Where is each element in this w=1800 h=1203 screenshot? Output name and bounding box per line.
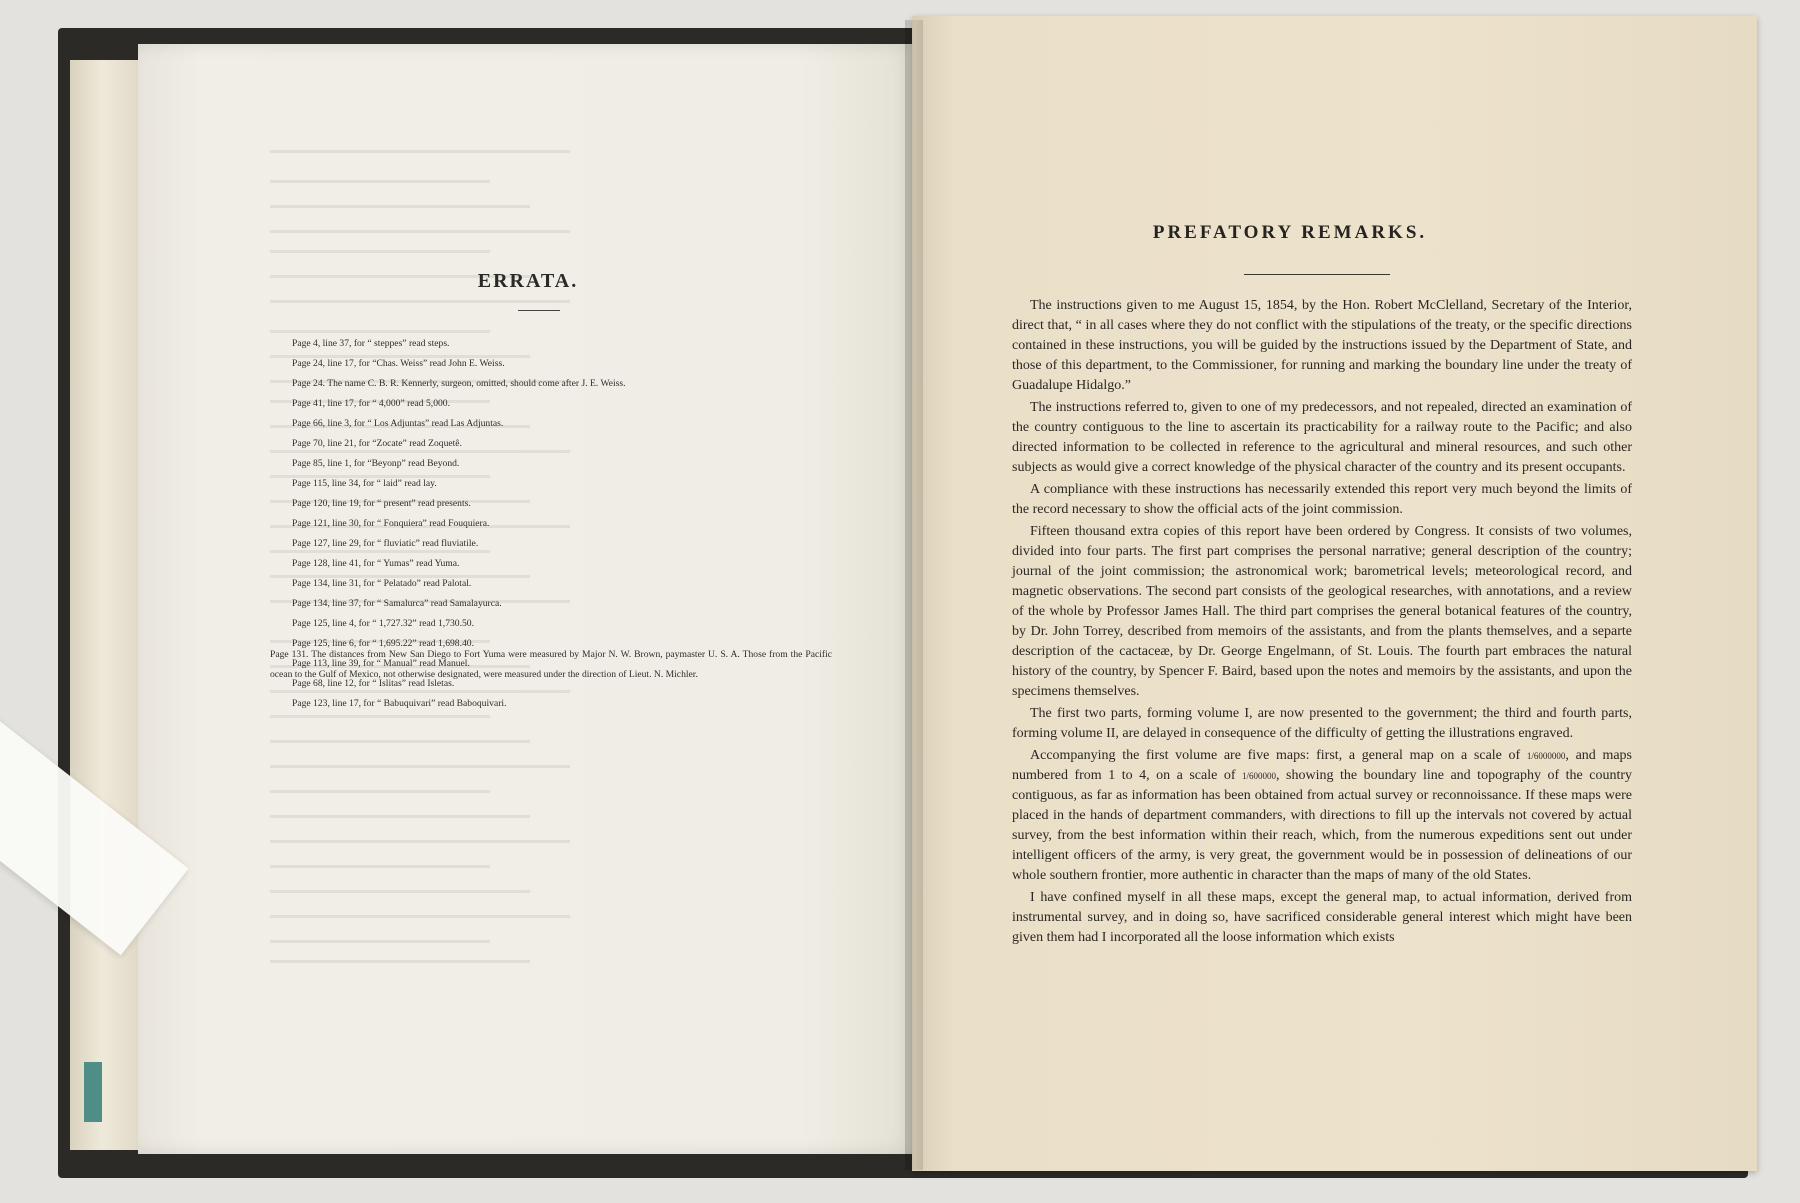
prefatory-rule (1244, 274, 1390, 275)
errata-entry: Page 113, line 39, for “ Manual” read Manuel. (292, 658, 470, 669)
show-through-line (270, 740, 530, 743)
show-through-line (270, 330, 490, 333)
paragraph: The instructions given to me August 15, 1854, by the Hon. Robert McClelland, Secretary of the Interior, direct that, “ in all cases where they do not conflict with the stipulations of the treaty, or the specific directions contained in these instructions, you will be guided by the instructions issued by the Department of State, and those of this department, to the Commissioner, for running and marking the boundary line under the treaty of Guadalupe Hidalgo.” (1012, 298, 1632, 393)
errata-entry: Page 125, line 4, for “ 1,727.32” read 1,730.50. (292, 618, 474, 629)
show-through-line (270, 300, 570, 303)
prefatory-title: PREFATORY REMARKS. (1152, 222, 1428, 243)
prefatory-body (1012, 296, 1632, 950)
spine-label (84, 1062, 102, 1122)
errata-entry: Page 127, line 29, for “ fluviatic” read fluviatile. (292, 538, 479, 549)
errata-entry: Page 134, line 31, for “ Pelatado” read Palotal. (292, 578, 472, 589)
show-through-line (270, 915, 570, 918)
text-run: , showing the boundary line and topography of the country contiguous, as far as information has been obtained from actual survey or reconnoissance. If these maps were placed in the hands of department commanders, with directions to fill up the intervals not covered by actual survey, from the best information within their reach, which, from the numerous expeditions sent out under intelligent officers of the army, is very great, the government would be in possession of delineations of our whole southern frontier, more authentic in character than the maps of many of the old States. (1012, 768, 1632, 883)
show-through-line (270, 250, 490, 253)
paragraph-maps (1012, 746, 1632, 886)
errata-title: ERRATA. (477, 270, 579, 292)
show-through-line (270, 840, 570, 843)
show-through-line (270, 150, 570, 153)
errata-entry: Page 24. The name C. B. R. Kennerly, surgeon, omitted, should come after J. E. Weiss. (292, 378, 626, 389)
errata-entry: Page 68, line 12, for “ Islitas” read Isletas. (292, 678, 455, 689)
text-run: , and maps numbered from 1 to 4, on a scale of (1012, 748, 1633, 783)
errata-entry: Page 115, line 34, for “ laid” read lay. (292, 478, 437, 489)
errata-entry: Page 24, line 17, for “Chas. Weiss” read John E. Weiss. (292, 358, 505, 369)
errata-entry: Page 70, line 21, for “Zocate” read Zoquetê. (292, 438, 462, 449)
errata-entry: Page 128, line 41, for “ Yumas” read Yuma. (292, 558, 460, 569)
show-through-line (270, 715, 490, 718)
errata-entry: Page 134, line 37, for “ Samalurca” read Samalayurca. (292, 598, 502, 609)
paragraph: Fifteen thousand extra copies of this report have been ordered by Congress. It consists of two volumes, divided into four parts. The first part comprises the personal narrative; general description of the country; journal of the joint commission; the astronomical work; barometrical levels; meteorological record, and magnetic observations. The second part consists of the geological researches, with annotations, and a review of the whole by Professor James Hall. The third part comprises the general botanical features of the country, by Dr. John Torrey, described from memoirs of the assistants, and from the plants themselves, and a separte description of the cactaceæ, by Dr. George Engelmann, of St. Louis. The fourth part embraces the natural history of the country, by Spencer F. Baird, based upon the notes and memoirs by the assistants, and upon the specimens themselves. (1012, 524, 1632, 699)
show-through-line (270, 765, 570, 768)
paragraph: A compliance with these instructions has necessarily extended this report very much beyond the limits of the record necessary to show the official acts of the joint commission. (1012, 482, 1632, 517)
show-through-line (270, 790, 490, 793)
errata-entry: Page 85, line 1, for “Beyonp” read Beyond. (292, 458, 460, 469)
scale-fraction: 1/600000 (1242, 771, 1277, 781)
paragraph: I have confined myself in all these maps, except the general map, to actual information, derived from instrumental survey, and in doing so, have sacrificed considerable general interest which might have been given them had I incorporated all the loose information which exists (1012, 890, 1632, 945)
show-through-line (270, 940, 490, 943)
errata-entry: Page 121, line 30, for “ Fonquiera” read Fouquiera. (292, 518, 490, 529)
show-through-line (270, 960, 530, 963)
show-through-line (270, 230, 570, 233)
paragraph: The instructions referred to, given to one of my predecessors, and not repealed, directed an examination of the country contiguous to the line to ascertain its practicability for a railway route to the Pacific; and also directed information to be collected in reference to the agricultural and mineral resources, and such other subjects as would give a correct knowledge of the physical character of the country and its present occupants. (1012, 400, 1632, 475)
scale-fraction: 1/6000000 (1526, 751, 1566, 761)
show-through-line (270, 865, 490, 868)
errata-note: Page 131. The distances from New San Diego to Fort Yuma were measured by Major N. W. Brown, paymaster U. S. A. Those from the Pacific ocean to the Gulf of Mexico, not otherwise designated, were measured under the direction of Lieut. N. Michler. (270, 649, 832, 680)
show-through-line (270, 205, 530, 208)
errata-entry: Page 41, line 17, for “ 4,000” read 5,000. (292, 398, 450, 409)
text-run: Accompanying the first volume are five maps: first, a general map on a scale of (1030, 748, 1521, 763)
errata-entry: Page 66, line 3, for “ Los Adjuntas” read Las Adjuntas. (292, 418, 504, 429)
book-gutter (905, 20, 923, 1170)
errata-entry: Page 125, line 6, for “ 1,695.22” read 1,698.40. (292, 638, 474, 649)
show-through-line (270, 890, 530, 893)
show-through-line (270, 815, 530, 818)
errata-entry: Page 123, line 17, for “ Babuquivari” read Baboquivari. (292, 698, 507, 709)
show-through-line (270, 180, 490, 183)
errata-entry: Page 120, line 19, for “ present” read presents. (292, 498, 471, 509)
errata-entry: Page 4, line 37, for “ steppes” read steps. (292, 338, 450, 349)
paragraph: The first two parts, forming volume I, are now presented to the government; the third and fourth parts, forming volume II, are delayed in consequence of the difficulty of getting the illustrations engraved. (1012, 706, 1632, 741)
errata-rule (518, 310, 560, 311)
